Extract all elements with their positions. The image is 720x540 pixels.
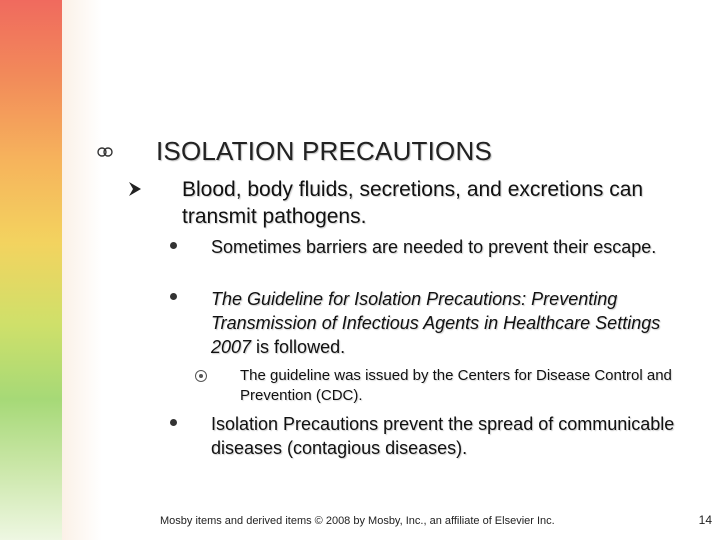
guideline-title: The Guideline for Isolation Precautions: Preventing Transmission of Infectious Agents in Healthcare Settings 2007 [211,289,661,357]
page-number: 14 [698,513,712,527]
main-point: Blood, body fluids, secretions, and excretions can transmit pathogens. [182,178,644,228]
subpoint-2 [211,287,681,359]
arrowhead-bullet-icon [128,181,142,197]
dot-bullet-icon [170,293,177,300]
dot-bullet-icon [170,419,177,426]
dot-bullet-icon [170,242,177,249]
nested-point: The guideline was issued by the Centers for Disease Control and Prevention (CDC). [240,367,672,404]
subpoint-3: Isolation Precautions prevent the spread of communicable diseases (contagious diseases). [211,414,675,458]
slide-title: ISOLATION PRECAUTIONS [156,136,492,166]
copyright-footer: Mosby items and derived items © 2008 by Mosby, Inc., an affiliate of Elsevier Inc. [160,515,555,527]
subpoint-2-suffix: is followed. [251,337,346,357]
decorative-fade [62,0,102,540]
subpoint-1: Sometimes barriers are needed to prevent their escape. [211,237,657,257]
ring-bullet-icon [195,370,207,382]
ornament-bullet-icon [96,143,114,161]
decorative-side-band [0,0,62,540]
